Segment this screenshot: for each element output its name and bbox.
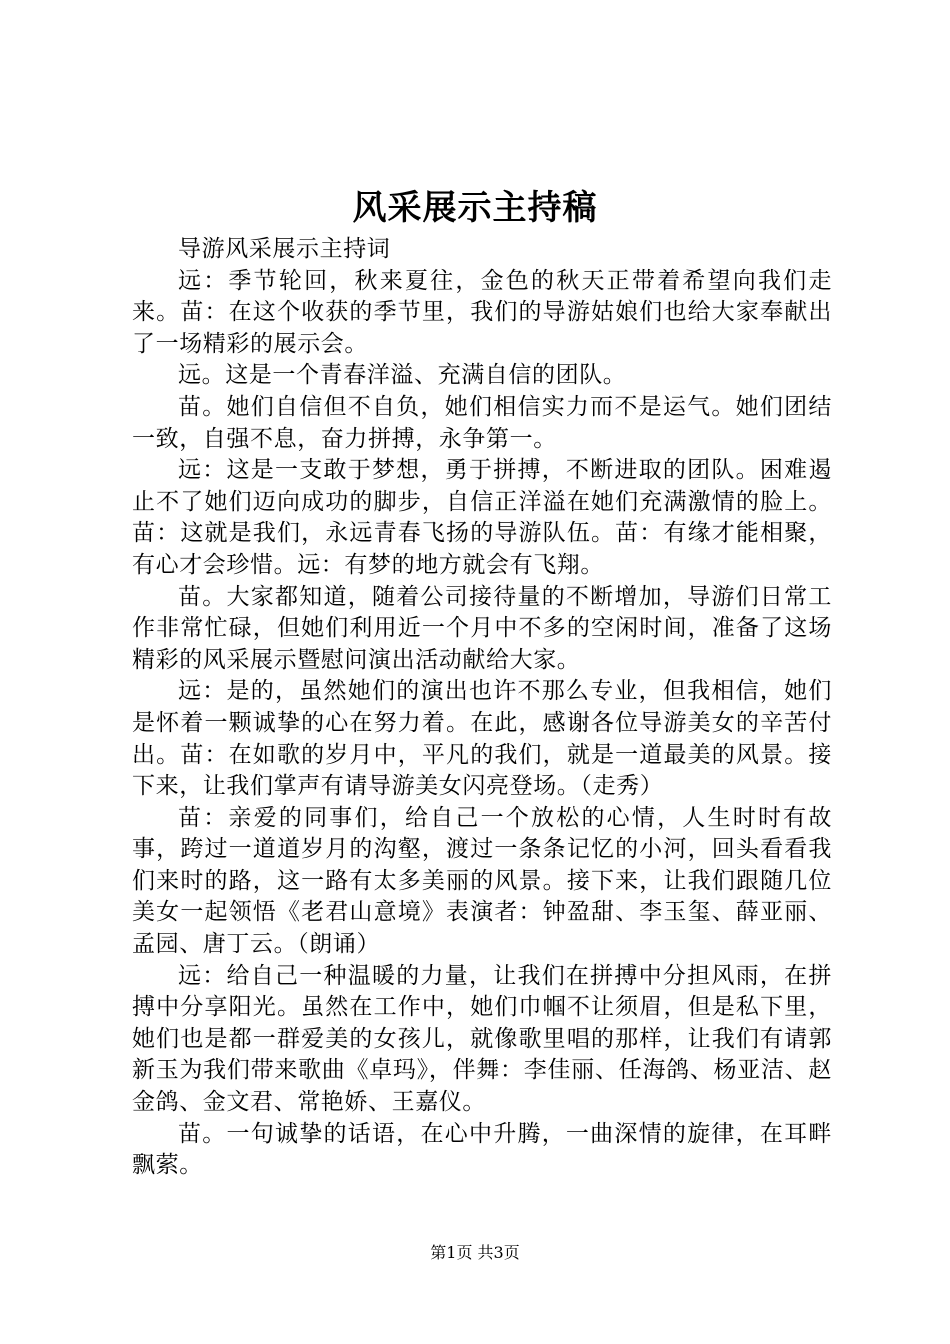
paragraph: 苗。一句诚挚的话语，在心中升腾，一曲深情的旋律，在耳畔飘萦。	[132, 1120, 832, 1179]
page-number-footer: 第1页 共3页	[430, 1243, 520, 1262]
paragraph: 苗：亲爱的同事们，给自己一个放松的心情，人生时时有故事，跨过一道道岁月的沟壑，渡过一条条记忆的小河，回头看看我们来时的路，这一路有太多美丽的风景。接下来，让我们跟随几位美女一起领悟《老君山意境》表演者：钟盈甜、李玉玺、薛亚丽、孟园、唐丁云。（朗诵）	[132, 804, 832, 958]
document-title: 风采展示主持稿	[352, 188, 598, 228]
paragraph: 苗。大家都知道，随着公司接待量的不断增加，导游们日常工作非常忙碌，但她们利用近一个月中不多的空闲时间，准备了这场精彩的风采展示暨慰问演出活动献给大家。	[132, 583, 832, 673]
paragraph: 远：这是一支敢于梦想，勇于拼搏，不断进取的团队。困难遏止不了她们迈向成功的脚步，自信正洋溢在她们充满激情的脸上。苗：这就是我们，永远青春飞扬的导游队伍。苗：有缘才能相聚，有心才会珍惜。远：有梦的地方就会有飞翔。	[132, 457, 832, 578]
paragraph-subtitle: 导游风采展示主持词	[178, 236, 391, 262]
paragraph: 远：季节轮回，秋来夏往，金色的秋天正带着希望向我们走来。苗：在这个收获的季节里，我们的导游姑娘们也给大家奉献出了一场精彩的展示会。	[132, 267, 832, 357]
paragraph: 远：给自己一种温暖的力量，让我们在拼搏中分担风雨，在拼搏中分享阳光。虽然在工作中，她们巾帼不让须眉，但是私下里，她们也是都一群爱美的女孩儿，就像歌里唱的那样，让我们有请郭新玉为我们带来歌曲《卓玛》，伴舞：李佳丽、任海鸽、杨亚洁、赵金鸽、金文君、常艳娇、王嘉仪。	[132, 962, 832, 1116]
paragraph: 远。这是一个青春洋溢、充满自信的团队。	[178, 362, 627, 389]
paragraph: 远：是的，虽然她们的演出也许不那么专业，但我相信，她们是怀着一颗诚挚的心在努力着。在此，感谢各位导游美女的辛苦付出。苗：在如歌的岁月中，平凡的我们，就是一道最美的风景。接下来，让我们掌声有请导游美女闪亮登场。（走秀）	[132, 678, 832, 800]
paragraph: 苗。她们自信但不自负，她们相信实力而不是运气。她们团结一致，自强不息，奋力拼搏，永争第一。	[132, 393, 832, 452]
document-body	[132, 234, 832, 1182]
